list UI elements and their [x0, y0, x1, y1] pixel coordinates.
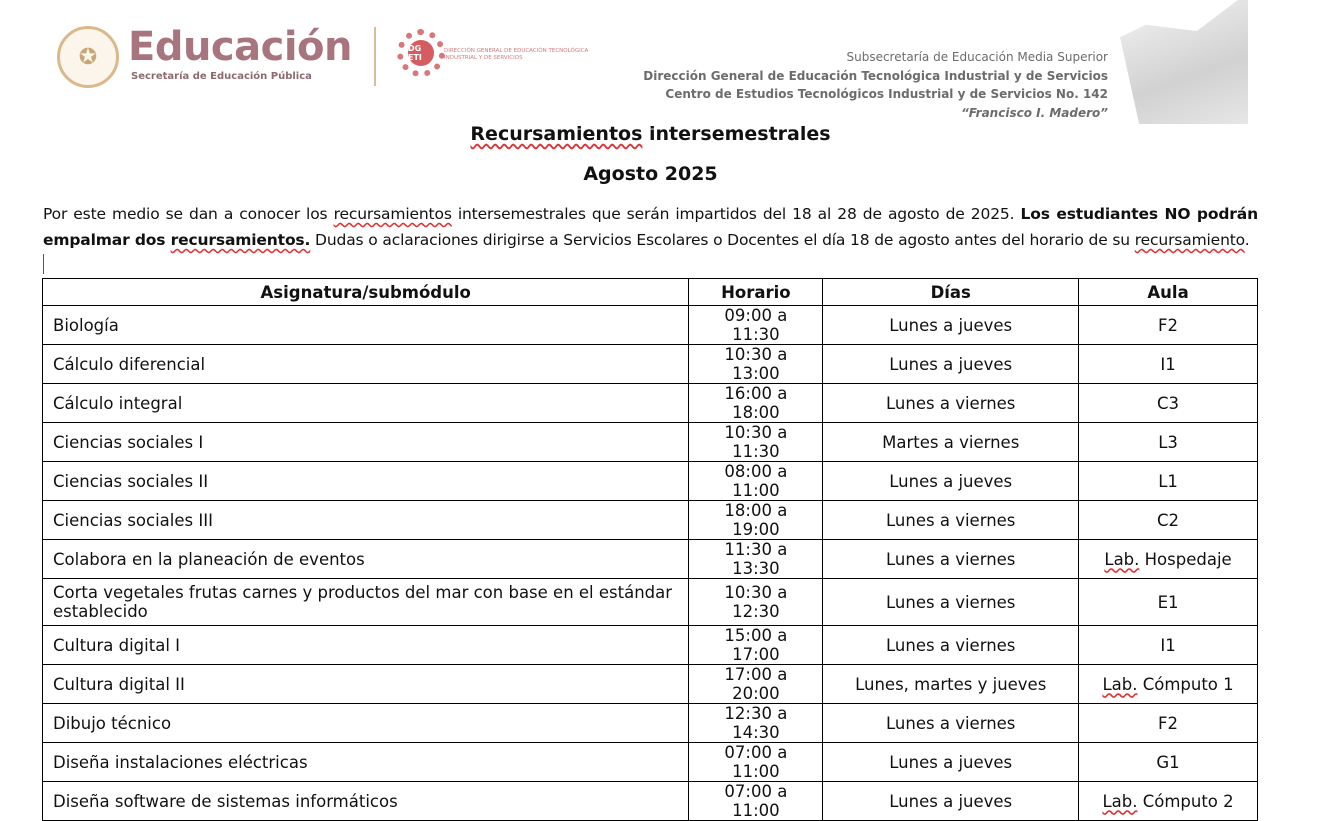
cell-days: Lunes a viernes [823, 704, 1079, 743]
inst-line-4: “Francisco I. Madero” [961, 105, 1108, 120]
dgeti-logo-core: DG ETI [408, 40, 434, 66]
dgeti-gear-icon [397, 29, 445, 77]
title-word-intersemestrales: intersemestrales [642, 123, 831, 145]
dgeti-logo-text: DIRECCIÓN GENERAL DE EDUCACIÓN TECNOLÓGICA INDUSTRIAL Y DE SERVICIOS [444, 48, 589, 61]
lab-abbrev: Lab. [1102, 791, 1138, 811]
mexico-seal-icon: ✪ [57, 26, 119, 88]
table-row [43, 306, 1258, 345]
cell-room: C2 [1079, 501, 1258, 540]
logo-divider [374, 27, 376, 86]
cell-days: Lunes, martes y jueves [823, 665, 1079, 704]
para-text-5: recursamientos. [170, 231, 311, 249]
cell-subject: Diseña instalaciones eléctricas [43, 743, 689, 782]
cell-room [1079, 782, 1258, 821]
cell-room: L1 [1079, 462, 1258, 501]
cell-schedule: 16:00 a 18:00 [689, 384, 823, 423]
cell-days: Lunes a viernes [823, 501, 1079, 540]
cell-room: I1 [1079, 626, 1258, 665]
table-row [43, 579, 1258, 626]
inst-line-2: Dirección General de Educación Tecnológica Industrial y de Servicios [643, 68, 1108, 83]
para-text-4: Los estudiantes NO podrán empalmar dos [43, 205, 1258, 249]
lab-abbrev: Lab. [1102, 674, 1138, 694]
para-text-7: recursamiento [1134, 231, 1245, 249]
lab-abbrev: Lab. [1104, 549, 1140, 569]
intro-paragraph [43, 201, 1258, 253]
schedule-table [42, 278, 1258, 821]
cell-days: Lunes a jueves [823, 782, 1079, 821]
cell-subject: Cálculo diferencial [43, 345, 689, 384]
cell-schedule: 11:30 a 13:30 [689, 540, 823, 579]
cell-schedule: 10:30 a 13:00 [689, 345, 823, 384]
cell-room: F2 [1079, 704, 1258, 743]
cell-subject: Cultura digital I [43, 626, 689, 665]
inst-line-1: Subsecretaría de Educación Media Superior [846, 50, 1108, 64]
sep-subtitle: Secretaría de Educación Pública [131, 71, 312, 82]
header-schedule: Horario [689, 279, 823, 306]
cell-schedule: 15:00 a 17:00 [689, 626, 823, 665]
table-row [43, 345, 1258, 384]
para-text-1: Por este medio se dan a conocer los [43, 205, 334, 223]
table-row [43, 501, 1258, 540]
cell-subject: Cultura digital II [43, 665, 689, 704]
lab-name: Hospedaje [1139, 549, 1232, 569]
cell-room [1079, 540, 1258, 579]
inst-line-3: Centro de Estudios Tecnológicos Industrial y de Servicios No. 142 [665, 87, 1108, 101]
cell-days: Lunes a viernes [823, 540, 1079, 579]
cell-schedule: 07:00 a 11:00 [689, 782, 823, 821]
institution-block [643, 48, 1108, 122]
title-word-recursamientos: Recursamientos [470, 123, 643, 145]
para-text-2: recursamientos [333, 205, 452, 223]
table-row [43, 704, 1258, 743]
table-row [43, 384, 1258, 423]
cell-schedule: 10:30 a 12:30 [689, 579, 823, 626]
para-text-8: . [1244, 231, 1250, 249]
para-text-6: Dudas o aclaraciones dirigirse a Servicios Escolares o Docentes el día 18 de agosto antes del horario de su [310, 231, 1135, 249]
madero-illustration [1120, 0, 1248, 124]
table-row [43, 540, 1258, 579]
cell-room: G1 [1079, 743, 1258, 782]
document-subtitle: Agosto 2025 [583, 163, 718, 185]
cell-room: I1 [1079, 345, 1258, 384]
cell-days: Lunes a viernes [823, 579, 1079, 626]
cell-days: Lunes a viernes [823, 384, 1079, 423]
cell-subject: Ciencias sociales II [43, 462, 689, 501]
header-days: Días [823, 279, 1079, 306]
table-row [43, 665, 1258, 704]
cell-subject: Cálculo integral [43, 384, 689, 423]
header-subject: Asignatura/submódulo [43, 279, 689, 306]
cell-schedule: 12:30 a 14:30 [689, 704, 823, 743]
cell-subject: Ciencias sociales III [43, 501, 689, 540]
cell-room: F2 [1079, 306, 1258, 345]
document-header [0, 0, 1329, 125]
cell-schedule: 07:00 a 11:00 [689, 743, 823, 782]
cell-subject: Diseña software de sistemas informáticos [43, 782, 689, 821]
table-row [43, 462, 1258, 501]
cell-subject: Dibujo técnico [43, 704, 689, 743]
cell-days: Lunes a viernes [823, 626, 1079, 665]
para-text-3: intersemestrales que serán impartidos del 18 al 28 de agosto de 2025. [451, 205, 1021, 223]
cell-room: L3 [1079, 423, 1258, 462]
table-row [43, 743, 1258, 782]
cell-schedule: 10:30 a 11:30 [689, 423, 823, 462]
text-cursor[interactable] [43, 254, 44, 274]
cell-subject: Ciencias sociales I [43, 423, 689, 462]
educacion-logo-text: Educación [128, 24, 353, 70]
cell-room [1079, 665, 1258, 704]
table-row [43, 626, 1258, 665]
cell-subject: Biología [43, 306, 689, 345]
lab-name: Cómputo 1 [1137, 674, 1234, 694]
cell-days: Lunes a jueves [823, 743, 1079, 782]
cell-schedule: 09:00 a 11:30 [689, 306, 823, 345]
lab-name: Cómputo 2 [1137, 791, 1234, 811]
cell-subject: Corta vegetales frutas carnes y productos del mar con base en el estándar establecido [43, 579, 689, 626]
cell-subject: Colabora en la planeación de eventos [43, 540, 689, 579]
table-row [43, 423, 1258, 462]
cell-days: Lunes a jueves [823, 345, 1079, 384]
cell-days: Martes a viernes [823, 423, 1079, 462]
document-title [0, 123, 1301, 145]
table-row [43, 782, 1258, 821]
cell-days: Lunes a jueves [823, 306, 1079, 345]
cell-schedule: 18:00 a 19:00 [689, 501, 823, 540]
header-room: Aula [1079, 279, 1258, 306]
table-header-row [43, 279, 1258, 306]
cell-schedule: 08:00 a 11:00 [689, 462, 823, 501]
cell-room: E1 [1079, 579, 1258, 626]
cell-room: C3 [1079, 384, 1258, 423]
cell-schedule: 17:00 a 20:00 [689, 665, 823, 704]
cell-days: Lunes a jueves [823, 462, 1079, 501]
